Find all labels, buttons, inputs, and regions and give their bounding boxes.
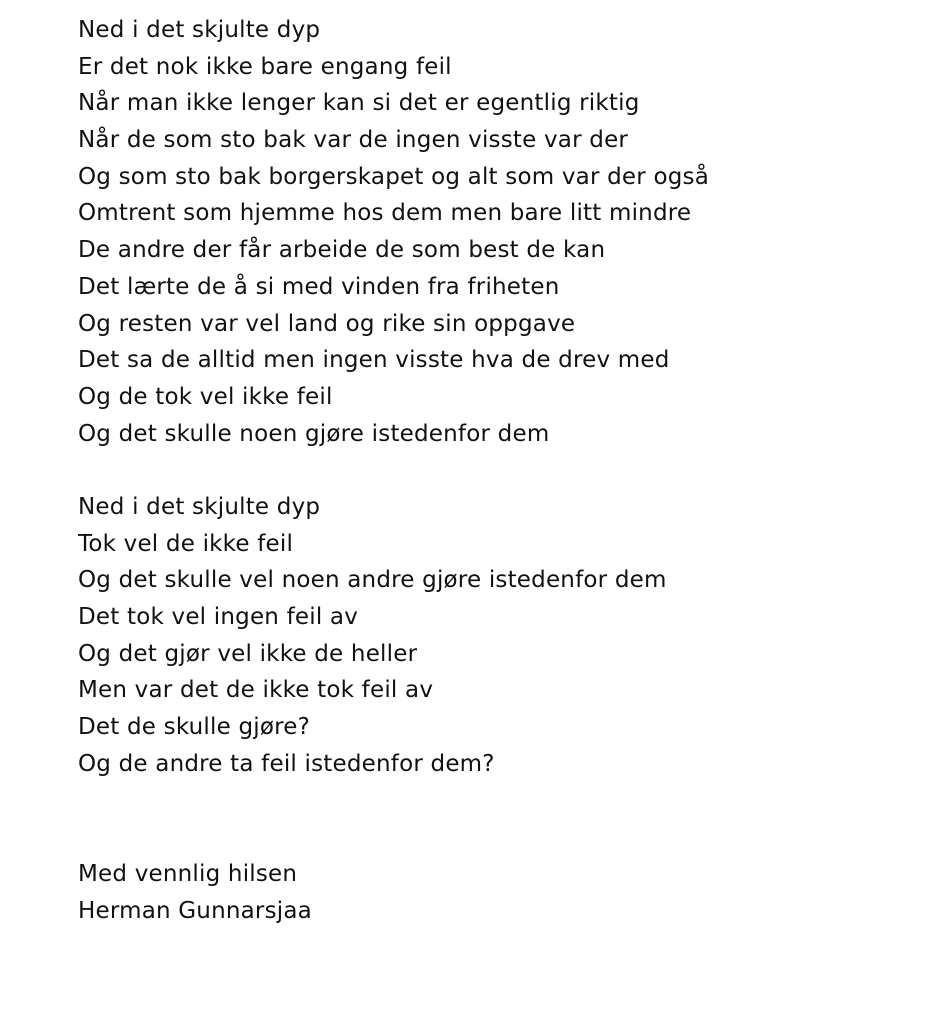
poem-line: Det sa de alltid men ingen visste hva de drev med xyxy=(78,347,670,374)
poem-line: Det tok vel ingen feil av xyxy=(78,604,359,630)
poem-line: Det de skulle gjøre? xyxy=(78,714,311,741)
poem-line: Når de som sto bak var de ingen visste var der xyxy=(78,127,629,154)
stanza-1 xyxy=(78,12,918,452)
poem-line: Tok vel de ikke feil xyxy=(78,530,294,557)
author-name: Herman Gunnarsjaa xyxy=(78,897,312,924)
poem-line: Ned i det skjulte dyp xyxy=(78,17,321,43)
poem-line: Men var det de ikke tok feil av xyxy=(78,677,434,704)
poem-line: Og det skulle noen gjøre istedenfor dem xyxy=(78,420,550,447)
poem-line: Og resten var vel land og rike sin oppgave xyxy=(78,310,576,337)
poem-line: Ned i det skjulte dyp xyxy=(78,493,321,520)
poem-line: Og det skulle vel noen andre gjøre istedenfor dem xyxy=(78,567,667,594)
stanza-spacer xyxy=(78,452,918,489)
closing-salutation: Med vennlig hilsen xyxy=(78,860,298,887)
poem-line: Og som sto bak borgerskapet og alt som var der også xyxy=(78,163,709,190)
poem-line: Og de andre ta feil istedenfor dem? xyxy=(78,750,495,777)
signature-block xyxy=(78,856,918,929)
poem-line: Når man ikke lenger kan si det er egentlig riktig xyxy=(78,90,640,117)
poem-line: Er det nok ikke bare engang feil xyxy=(78,53,452,80)
poem-line: Det lærte de å si med vinden fra friheten xyxy=(78,273,560,300)
poem-line: Omtrent som hjemme hos dem men bare litt mindre xyxy=(78,200,692,227)
stanza-2 xyxy=(78,489,918,783)
poem-text xyxy=(78,12,918,929)
poem-line: Og de tok vel ikke feil xyxy=(78,383,333,410)
poem-line: Og det gjør vel ikke de heller xyxy=(78,640,418,667)
poem-line: De andre der får arbeide de som best de kan xyxy=(78,237,606,264)
signoff-spacer xyxy=(78,782,918,855)
